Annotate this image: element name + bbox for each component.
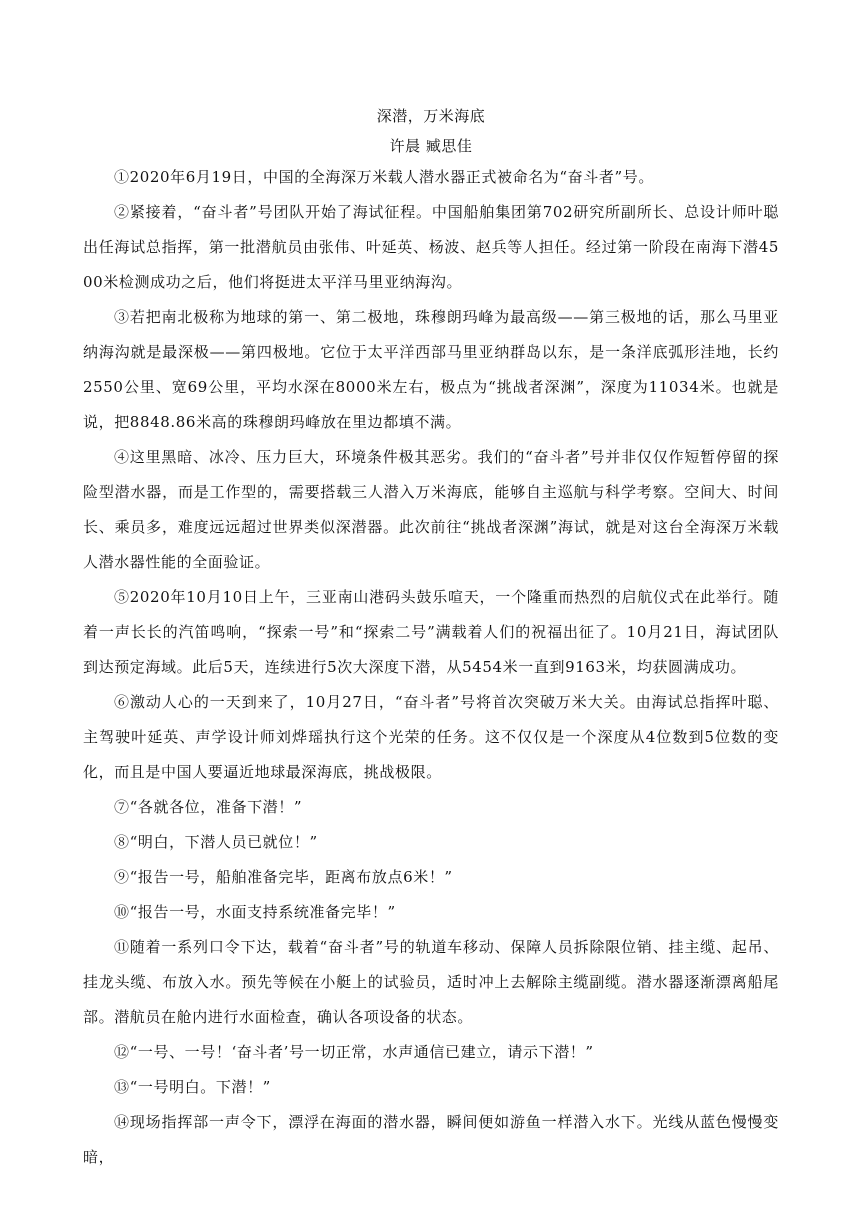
paragraph-5: ⑤2020年10月10日上午，三亚南山港码头鼓乐喧天，一个隆重而热烈的启航仪式在此举行。随着一声长长的汽笛鸣响，“探索一号”和“探索二号”满载着人们的祝福出征了。10月21日，海试团队到达预定海域。此后5天，连续进行5次大深度下潜，从5454米一直到9163米，均获圆满成功。 xyxy=(83,588,779,676)
paragraph-1: ①2020年6月19日，中国的全海深万米载人潜水器正式被命名为“奋斗者”号。 xyxy=(114,168,654,186)
article-body xyxy=(83,106,779,1175)
paragraph-7: ⑦“各就各位，准备下潜！” xyxy=(114,798,303,816)
paragraph-2: ②紧接着，“奋斗者”号团队开始了海试征程。中国船舶集团第702研究所副所长、总设计师叶聪出任海试总指挥，第一批潜航员由张伟、叶延英、杨波、赵兵等人担任。经过第一阶段在南海下潜4500米检测成功之后，他们将挺进太平洋马里亚纳海沟。 xyxy=(83,203,779,291)
paragraph-4: ④这里黑暗、冰冷、压力巨大，环境条件极其恶劣。我们的“奋斗者”号并非仅仅作短暂停留的探险型潜水器，而是工作型的，需要搭载三人潜入万米海底，能够自主巡航与科学考察。空间大、时间长、乘员多，难度远远超过世界类似深潜器。此次前往“挑战者深渊”海试，就是对这台全海深万米载人潜水器性能的全面验证。 xyxy=(83,448,779,571)
paragraph-13: ⑬“一号明白。下潜！” xyxy=(114,1078,271,1096)
paragraph-10: ⑩“报告一号，水面支持系统准备完毕！” xyxy=(114,903,396,921)
paragraph-8: ⑧“明白，下潜人员已就位！” xyxy=(114,833,318,851)
article-title: 深潜，万米海底 xyxy=(376,107,486,125)
paragraph-9: ⑨“报告一号，船舶准备完毕，距离布放点6米！” xyxy=(114,868,453,886)
paragraph-12: ⑫“一号、一号！‘奋斗者’号一切正常，水声通信已建立，请示下潜！” xyxy=(114,1043,594,1061)
paragraph-3: ③若把南北极称为地球的第一、第二极地，珠穆朗玛峰为最高级——第三极地的话，那么马里亚纳海沟就是最深极——第四极地。它位于太平洋西部马里亚纳群岛以东，是一条洋底弧形洼地，长约2550公里、宽69公里，平均水深在8000米左右，极点为“挑战者深渊”，深度为11034米。也就是说，把8848.86米高的珠穆朗玛峰放在里边都填不满。 xyxy=(83,308,779,431)
paragraph-11: ⑪随着一系列口令下达，载着“奋斗者”号的轨道车移动、保障人员拆除限位销、挂主缆、起吊、挂龙头缆、布放入水。预先等候在小艇上的试验员，适时冲上去解除主缆副缆。潜水器逐渐漂离船尾部。潜航员在舱内进行水面检查，确认各项设备的状态。 xyxy=(83,938,779,1026)
paragraph-6: ⑥激动人心的一天到来了，10月27日，“奋斗者”号将首次突破万米大关。由海试总指挥叶聪、主驾驶叶延英、声学设计师刘烨瑶执行这个光荣的任务。这不仅仅是一个深度从4位数到5位数的变化，而且是中国人要逼近地球最深海底，挑战极限。 xyxy=(83,693,779,781)
paragraph-14: ⑭现场指挥部一声令下，漂浮在海面的潜水器，瞬间便如游鱼一样潜入水下。光线从蓝色慢慢变暗， xyxy=(83,1113,779,1166)
article-authors: 许晨 臧思佳 xyxy=(389,137,473,155)
